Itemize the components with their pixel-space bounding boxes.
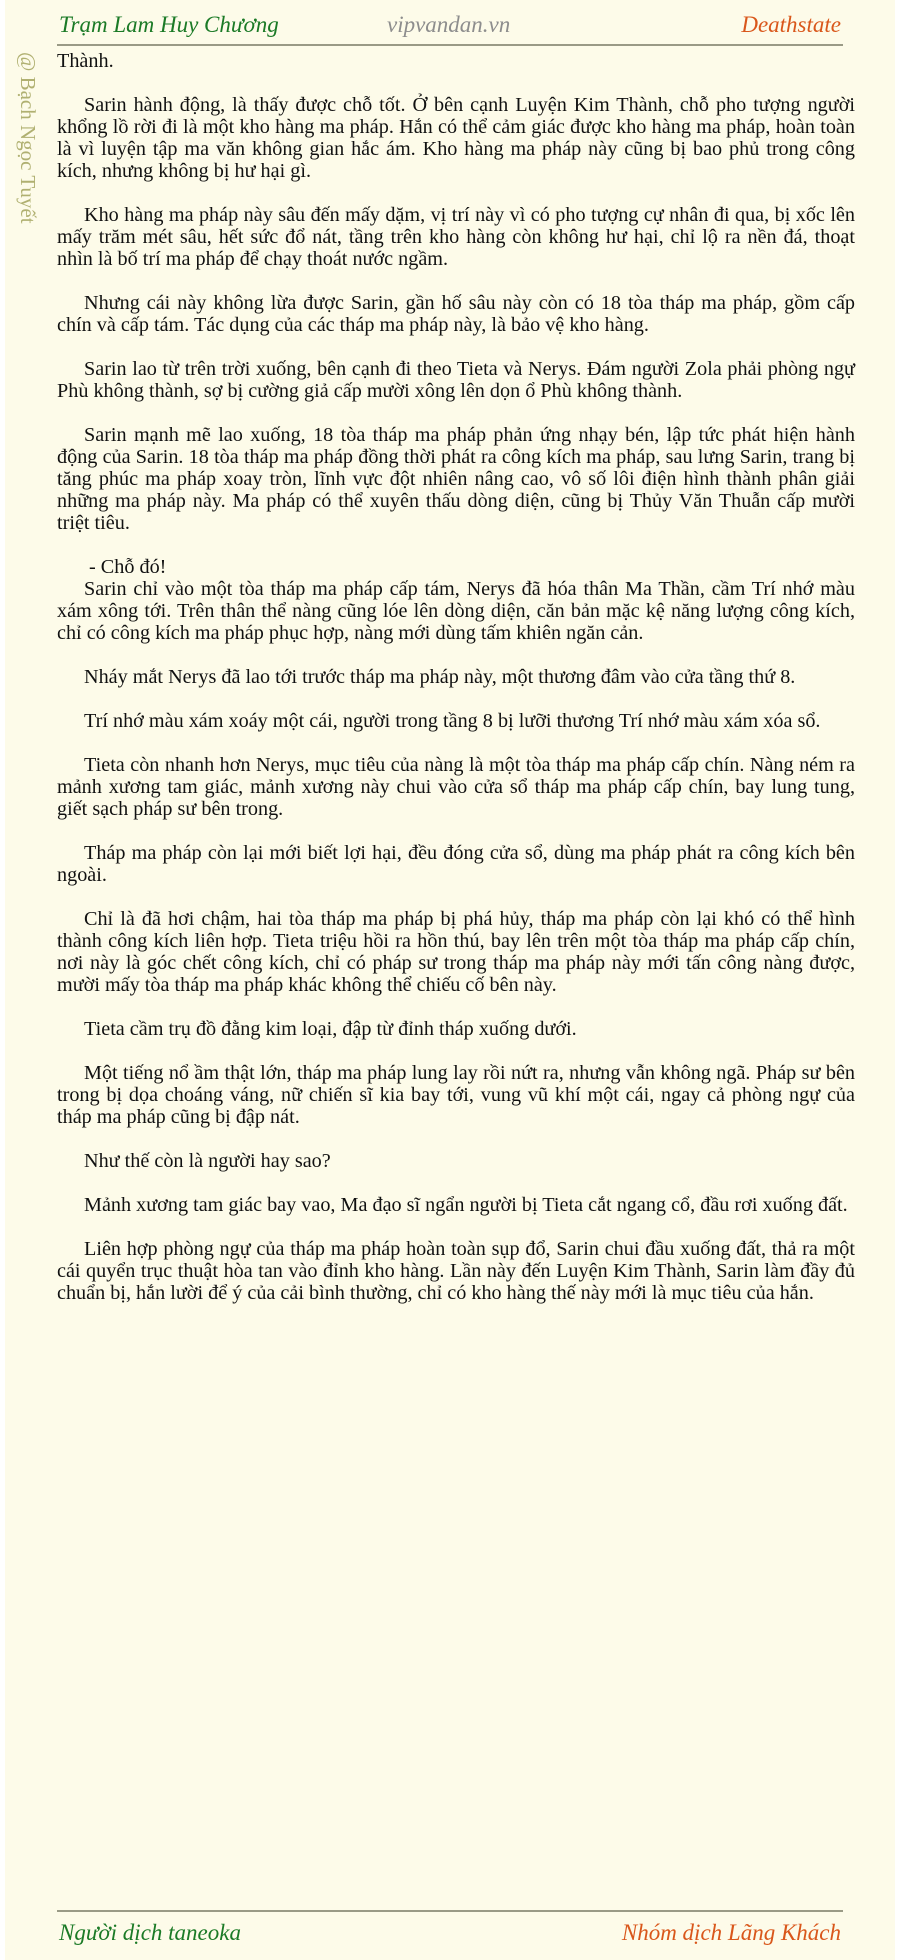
paragraph: Sarin mạnh mẽ lao xuống, 18 tòa tháp ma pháp phản ứng nhạy bén, lập tức phát hiện hành động của Sarin. 18 tòa tháp ma pháp đồng thời phát ra công kích ma pháp, sau lưng Sarin, trang bị tăng phúc ma pháp xoay tròn, lĩnh vực đột nhiên nâng cao, vô số lôi điện hình thành phân giải những ma pháp này. Ma pháp có thể xuyên thấu dòng diện, cũng bị Thủy Văn Thuẫn cấp mười triệt tiêu. <box>57 424 855 534</box>
watermark-text: @ Bạch Ngọc Tuyết <box>16 52 40 224</box>
site-title: Trạm Lam Huy Chương <box>59 12 279 37</box>
dialogue-line: - Chỗ đó! <box>89 556 167 578</box>
paragraph: Trí nhớ màu xám xoáy một cái, người trong tầng 8 bị lưỡi thương Trí nhớ màu xám xóa sổ. <box>84 710 821 732</box>
paragraph: Thành. <box>57 50 114 72</box>
paragraph: Như thế còn là người hay sao? <box>84 1150 331 1172</box>
paragraph: Chỉ là đã hơi chậm, hai tòa tháp ma pháp bị phá hủy, tháp ma pháp còn lại khó có thể hình thành công kích liên hợp. Tieta triệu hồi ra hồn thú, bay lên trên một tòa tháp ma pháp cấp chín, nơi này là góc chết công kích, chỉ có pháp sư trong tháp ma pháp này mới tấn công nàng được, mười mấy tòa tháp ma pháp khác không thể chiếu cố bên này. <box>57 908 855 996</box>
paragraph: Mảnh xương tam giác bay vao, Ma đạo sĩ ngẩn người bị Tieta cắt ngang cổ, đầu rơi xuống đất. <box>84 1194 848 1216</box>
paragraph: Tháp ma pháp còn lại mới biết lợi hại, đều đóng cửa sổ, dùng ma pháp phát ra công kích bên ngoài. <box>57 842 855 886</box>
paragraph: Sarin hành động, là thấy được chỗ tốt. Ở bên cạnh Luyện Kim Thành, chỗ pho tượng người khổng lồ rời đi là một kho hàng ma pháp. Hắn có thể cảm giác được kho hàng ma pháp, hoàn toàn là vì luyện tập ma văn không gian hắc ám. Kho hàng ma pháp này cũng bị bao phủ trong công kích, nhưng không bị hư hại gì. <box>57 94 855 182</box>
paragraph: Sarin chỉ vào một tòa tháp ma pháp cấp tám, Nerys đã hóa thân Ma Thần, cầm Trí nhớ màu xám xông tới. Trên thân thể nàng cũng lóe lên dòng diện, căn bản mặc kệ năng lượng công kích, chỉ có công kích ma pháp phục hợp, nàng mới dùng tấm khiên ngăn cản. <box>57 578 855 644</box>
side-watermark <box>13 52 43 262</box>
paragraph: Tieta cầm trụ đồ đằng kim loại, đập từ đỉnh tháp xuống dưới. <box>84 1018 577 1040</box>
paragraph: Sarin lao từ trên trời xuống, bên cạnh đi theo Tieta và Nerys. Đám người Zola phải phòng ngự Phù không thành, sợ bị cường giả cấp mười xông lên dọn ổ Phù không thành. <box>57 358 855 402</box>
paragraph: Nhưng cái này không lừa được Sarin, gần hố sâu này còn có 18 tòa tháp ma pháp, gồm cấp chín và cấp tám. Tác dụng của các tháp ma pháp này, là bảo vệ kho hàng. <box>57 292 855 336</box>
chapter-body <box>57 50 855 1326</box>
page-footer <box>57 1910 843 1952</box>
paragraph: Nháy mắt Nerys đã lao tới trước tháp ma pháp này, một thương đâm vào cửa tầng thứ 8. <box>84 666 796 688</box>
page-header <box>57 8 843 46</box>
site-url: vipvandan.vn <box>387 12 511 37</box>
paragraph: Một tiếng nổ ầm thật lớn, tháp ma pháp lung lay rồi nứt ra, nhưng vẫn không ngã. Pháp sư bên trong bị dọa choáng váng, nữ chiến sĩ kia bay tới, vung vũ khí một cái, ngay cả phòng ngự của tháp ma pháp cũng bị đập nát. <box>57 1062 855 1128</box>
paragraph: Liên hợp phòng ngự của tháp ma pháp hoàn toàn sụp đổ, Sarin chui đầu xuống đất, thả ra một cái quyển trục thuật hòa tan vào đỉnh kho hàng. Lần này đến Luyện Kim Thành, Sarin làm đầy đủ chuẩn bị, hắn lười để ý của cải bình thường, chỉ có kho hàng thế này mới là mục tiêu của hắn. <box>57 1238 855 1304</box>
translator-credit: Người dịch taneoka <box>59 1920 241 1945</box>
group-credit: Nhóm dịch Lãng Khách <box>621 1920 841 1945</box>
paragraph: Kho hàng ma pháp này sâu đến mấy dặm, vị trí này vì có pho tượng cự nhân đi qua, bị xốc lên mấy trăm mét sâu, hết sức đổ nát, tầng trên kho hàng còn không hư hại, chỉ lộ ra nền đá, thoạt nhìn là bố trí ma pháp để chạy thoát nước ngầm. <box>57 204 855 270</box>
author-name: Deathstate <box>741 12 841 37</box>
paragraph: Tieta còn nhanh hơn Nerys, mục tiêu của nàng là một tòa tháp ma pháp cấp chín. Nàng ném ra mảnh xương tam giác, mảnh xương này chui vào cửa sổ tháp ma pháp cấp chín, bay lung tung, giết sạch pháp sư bên trong. <box>57 754 855 820</box>
